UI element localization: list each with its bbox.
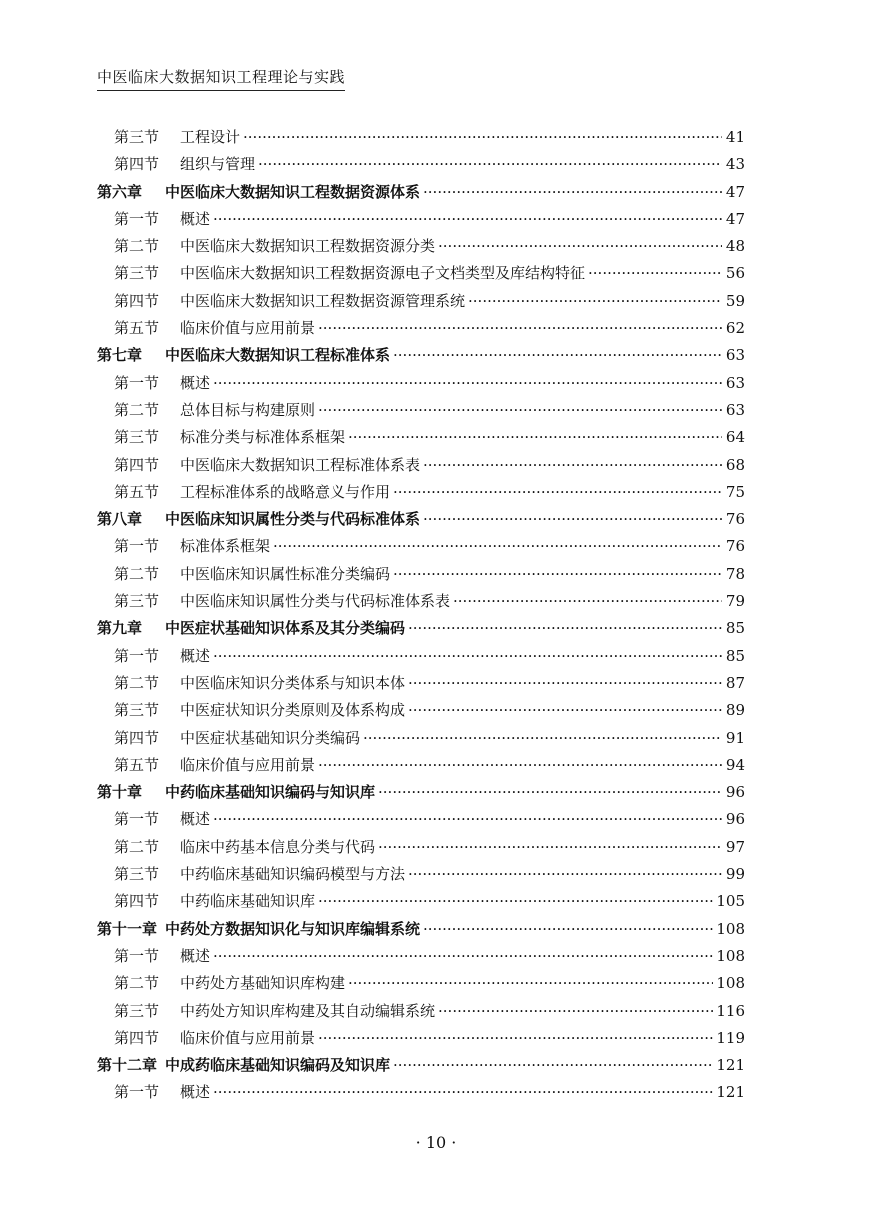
toc-entry-title: 中医症状基础知识体系及其分类编码 [165,619,406,638]
toc-entry-title: 中药临床基础知识库 [180,892,316,911]
toc-section-entry [97,643,745,670]
dot-leader [408,697,722,724]
toc-entry-page: 121 [716,1056,745,1075]
toc-section-entry [97,998,745,1025]
toc-entry-number: 第九章 [97,619,143,638]
toc-section-entry [97,1025,745,1052]
toc-entry-page: 108 [716,974,745,993]
dot-leader [408,861,722,888]
toc-section-entry [97,424,745,451]
toc-section-entry [97,288,745,315]
toc-entry-page: 76 [725,510,745,529]
dot-leader [213,643,722,670]
toc-entry-number: 第四节 [114,892,160,911]
toc-chapter-entry [97,615,745,642]
toc-entry-number: 第五节 [114,319,160,338]
dot-leader [213,806,722,833]
toc-entry-title: 中药临床基础知识编码模型与方法 [180,865,406,884]
dot-leader [393,1052,713,1079]
toc-entry-page: 94 [725,755,745,774]
dot-leader [423,916,713,943]
dot-leader [408,670,722,697]
toc-entry-number: 第三节 [114,701,160,720]
toc-entry-page: 96 [725,783,745,802]
toc-entry-title: 概述 [180,209,211,228]
toc-entry-title: 中药处方知识库构建及其自动编辑系统 [180,1001,436,1020]
dot-leader [438,998,713,1025]
toc-section-entry [97,233,745,260]
dot-leader [318,752,722,779]
toc-entry-title: 组织与管理 [180,155,256,174]
dot-leader [393,342,722,369]
toc-entry-title: 中医症状知识分类原则及体系构成 [180,701,406,720]
toc-entry-title: 中医临床知识属性标准分类编码 [180,564,391,583]
toc-section-entry [97,260,745,287]
toc-entry-page: 47 [725,209,745,228]
toc-entry-title: 中医临床大数据知识工程数据资源电子文档类型及库结构特征 [180,264,586,283]
toc-entry-number: 第四节 [114,455,160,474]
toc-entry-page: 97 [725,837,745,856]
toc-entry-title: 概述 [180,946,211,965]
toc-entry-page: 96 [725,810,745,829]
toc-entry-page: 79 [725,592,745,611]
toc-entry-title: 中医临床大数据知识工程数据资源体系 [165,182,421,201]
toc-entry-number: 第一节 [114,373,160,392]
toc-section-entry [97,943,745,970]
toc-entry-number: 第八章 [97,510,143,529]
toc-entry-number: 第三节 [114,264,160,283]
toc-entry-number: 第一节 [114,646,160,665]
toc-section-entry [97,315,745,342]
toc-entry-page: 48 [725,237,745,256]
dot-leader [213,1079,713,1106]
toc-entry-page: 41 [725,128,745,146]
page-number: · 10 · [415,1133,457,1152]
dot-leader [258,151,722,178]
toc-chapter-entry [97,506,745,533]
toc-entry-number: 第四节 [114,1028,160,1047]
toc-section-entry [97,725,745,752]
toc-section-entry [97,479,745,506]
toc-entry-number: 第一节 [114,810,160,829]
toc-entry-page: 75 [725,482,745,501]
toc-chapter-entry [97,342,745,369]
toc-section-entry [97,970,745,997]
dot-leader [408,615,722,642]
toc-entry-title: 概述 [180,810,211,829]
toc-entry-number: 第十章 [97,783,143,802]
toc-entry-page: 56 [725,264,745,283]
toc-entry-number: 第一节 [114,537,160,556]
table-of-contents [97,124,745,1107]
toc-entry-page: 47 [725,182,745,201]
dot-leader [273,533,722,560]
toc-entry-page: 76 [725,537,745,556]
toc-section-entry [97,834,745,861]
toc-entry-page: 63 [725,373,745,392]
toc-entry-number: 第一节 [114,209,160,228]
toc-entry-title: 中药处方基础知识库构建 [180,974,346,993]
toc-entry-title: 中医临床大数据知识工程数据资源管理系统 [180,291,466,310]
toc-section-entry [97,588,745,615]
toc-entry-page: 116 [716,1001,745,1020]
toc-section-entry [97,124,745,151]
toc-entry-title: 临床价值与应用前景 [180,319,316,338]
toc-entry-title: 工程设计 [180,128,241,146]
toc-entry-number: 第三节 [114,592,160,611]
toc-entry-title: 标准体系框架 [180,537,271,556]
toc-entry-number: 第十一章 [97,919,158,938]
toc-entry-number: 第四节 [114,291,160,310]
toc-entry-page: 87 [725,673,745,692]
toc-entry-title: 临床价值与应用前景 [180,755,316,774]
toc-entry-title: 中成药临床基础知识编码及知识库 [165,1056,391,1075]
toc-entry-page: 121 [716,1083,745,1102]
dot-leader [318,1025,713,1052]
toc-entry-title: 工程标准体系的战略意义与作用 [180,482,391,501]
toc-entry-page: 108 [716,919,745,938]
toc-entry-number: 第二节 [114,564,160,583]
dot-leader [318,888,713,915]
toc-entry-page: 63 [725,346,745,365]
toc-entry-page: 85 [725,646,745,665]
toc-entry-number: 第三节 [114,865,160,884]
toc-entry-title: 中医临床大数据知识工程数据资源分类 [180,237,436,256]
toc-entry-title: 中医临床知识属性分类与代码标准体系 [165,510,421,529]
toc-entry-page: 68 [725,455,745,474]
dot-leader [318,315,722,342]
toc-entry-title: 中药临床基础知识编码与知识库 [165,783,376,802]
toc-chapter-entry [97,1052,745,1079]
toc-section-entry [97,151,745,178]
toc-entry-title: 中医临床知识分类体系与知识本体 [180,673,406,692]
dot-leader [438,233,722,260]
toc-entry-title: 概述 [180,1083,211,1102]
toc-section-entry [97,752,745,779]
toc-entry-title: 中药处方数据知识化与知识库编辑系统 [165,919,421,938]
dot-leader [318,397,722,424]
toc-section-entry [97,452,745,479]
toc-entry-number: 第六章 [97,182,143,201]
toc-entry-title: 中医临床大数据知识工程标准体系表 [180,455,421,474]
toc-section-entry [97,806,745,833]
toc-entry-number: 第二节 [114,673,160,692]
toc-entry-number: 第二节 [114,237,160,256]
dot-leader [468,288,722,315]
toc-entry-number: 第一节 [114,946,160,965]
toc-entry-number: 第二节 [114,837,160,856]
toc-entry-page: 119 [716,1028,745,1047]
toc-entry-page: 43 [725,155,745,174]
dot-leader [213,943,713,970]
toc-entry-page: 63 [725,400,745,419]
toc-entry-number: 第三节 [114,428,160,447]
toc-entry-number: 第五节 [114,482,160,501]
dot-leader [393,561,722,588]
toc-section-entry [97,670,745,697]
toc-entry-number: 第三节 [114,128,160,146]
toc-entry-title: 临床中药基本信息分类与代码 [180,837,376,856]
dot-leader [348,970,713,997]
dot-leader [453,588,722,615]
running-head: 中医临床大数据知识工程理论与实践 [97,66,345,91]
dot-leader [423,179,722,206]
dot-leader [213,206,722,233]
toc-entry-number: 第七章 [97,346,143,365]
dot-leader [213,370,722,397]
toc-entry-page: 64 [725,428,745,447]
toc-entry-page: 78 [725,564,745,583]
toc-entry-page: 108 [716,946,745,965]
toc-section-entry [97,206,745,233]
toc-entry-number: 第四节 [114,155,160,174]
dot-leader [348,424,722,451]
toc-section-entry [97,1079,745,1106]
toc-entry-number: 第三节 [114,1001,160,1020]
toc-entry-page: 62 [725,319,745,338]
toc-entry-title: 标准分类与标准体系框架 [180,428,346,447]
toc-section-entry [97,561,745,588]
toc-section-entry [97,397,745,424]
toc-entry-page: 89 [725,701,745,720]
toc-entry-number: 第二节 [114,400,160,419]
toc-entry-title: 临床价值与应用前景 [180,1028,316,1047]
toc-entry-title: 概述 [180,373,211,392]
toc-entry-title: 中医临床大数据知识工程标准体系 [165,346,391,365]
dot-leader [393,479,722,506]
dot-leader [378,834,722,861]
toc-entry-title: 总体目标与构建原则 [180,400,316,419]
toc-entry-page: 105 [716,892,745,911]
dot-leader [378,779,722,806]
toc-entry-number: 第四节 [114,728,160,747]
toc-entry-title: 概述 [180,646,211,665]
toc-entry-number: 第五节 [114,755,160,774]
toc-section-entry [97,861,745,888]
toc-section-entry [97,888,745,915]
toc-entry-title: 中医临床知识属性分类与代码标准体系表 [180,592,451,611]
dot-leader [588,260,722,287]
toc-entry-number: 第一节 [114,1083,160,1102]
toc-section-entry [97,370,745,397]
dot-leader [243,124,722,151]
toc-chapter-entry [97,916,745,943]
toc-chapter-entry [97,179,745,206]
toc-entry-title: 中医症状基础知识分类编码 [180,728,361,747]
toc-entry-number: 第二节 [114,974,160,993]
dot-leader [423,452,722,479]
toc-entry-page: 85 [725,619,745,638]
toc-chapter-entry [97,779,745,806]
dot-leader [363,725,722,752]
dot-leader [423,506,722,533]
toc-entry-page: 91 [725,728,745,747]
toc-section-entry [97,533,745,560]
toc-section-entry [97,697,745,724]
toc-entry-number: 第十二章 [97,1056,158,1075]
toc-entry-page: 99 [725,865,745,884]
toc-entry-page: 59 [725,291,745,310]
